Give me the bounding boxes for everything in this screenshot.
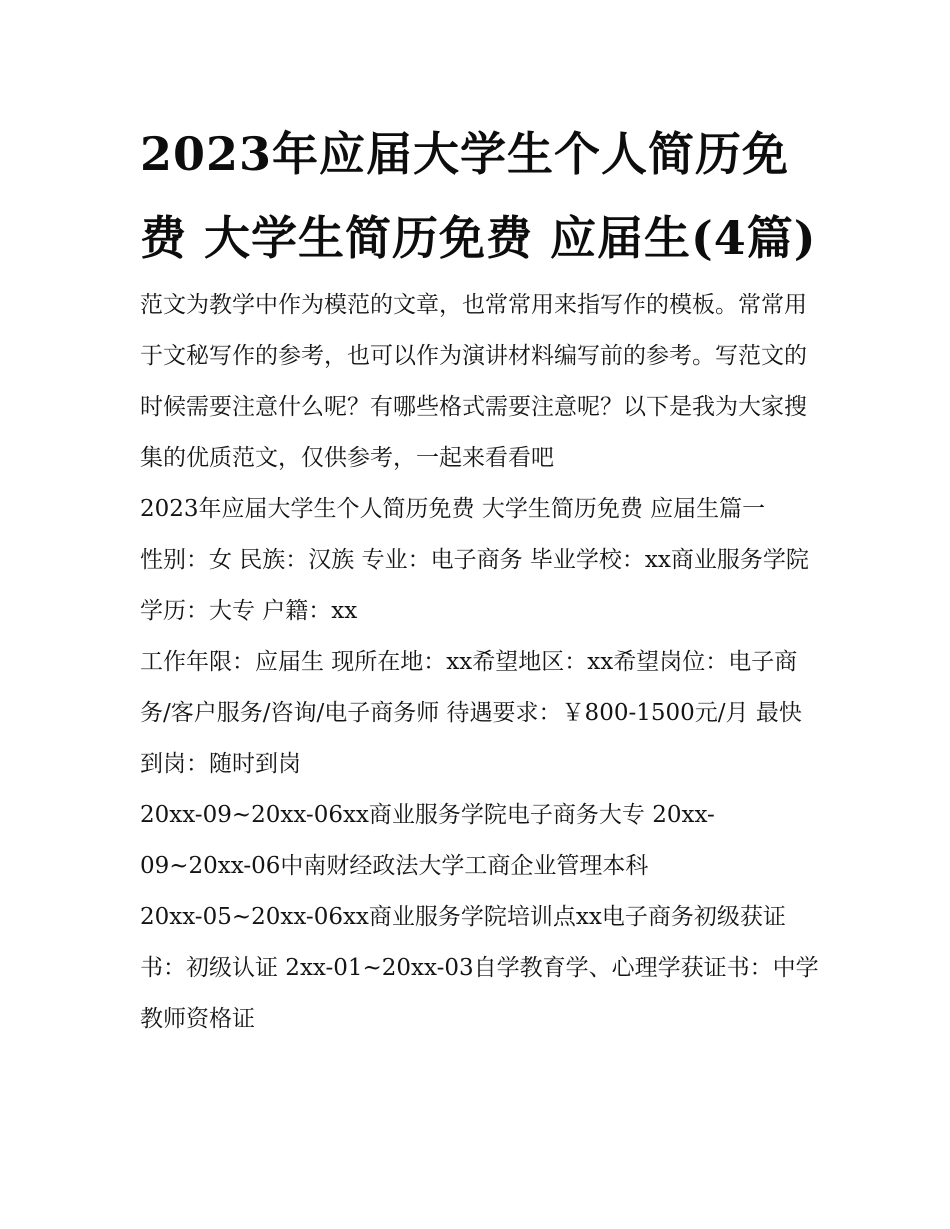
intro-paragraph: 范文为教学中作为模范的文章，也常常用来指写作的模板。常常用于文秘写作的参考，也可以作为演讲材料编写前的参考。写范文的时候需要注意什么呢？有哪些格式需要注意呢？以下是我为大家搜集的优质范文，仅供参考，一起来看看吧 [140, 292, 807, 471]
job-preference-paragraph: 工作年限：应届生 现所在地：xx希望地区：xx希望岗位：电子商务/客户服务/咨询/电子商务师 待遇要求：￥800-1500元/月 最快到岗：随时到岗 [140, 649, 802, 777]
document-title: 2023年应届大学生个人简历免费 大学生简历免费 应届生(4篇) [140, 127, 817, 265]
document-page [140, 112, 820, 1045]
section-heading: 2023年应届大学生个人简历免费 大学生简历免费 应届生篇一 [140, 496, 766, 522]
training-paragraph: 20xx-05~20xx-06xx商业服务学院培训点xx电子商务初级获证书：初级认证 2xx-01~20xx-03自学教育学、心理学获证书：中学教师资格证 [140, 904, 819, 1032]
education-paragraph: 20xx-09~20xx-06xx商业服务学院电子商务大专 20xx-09~20xx-06中南财经政法大学工商企业管理本科 [140, 802, 715, 879]
personal-info-paragraph: 性别：女 民族：汉族 专业：电子商务 毕业学校：xx商业服务学院 学历：大专 户籍：xx [140, 547, 809, 624]
